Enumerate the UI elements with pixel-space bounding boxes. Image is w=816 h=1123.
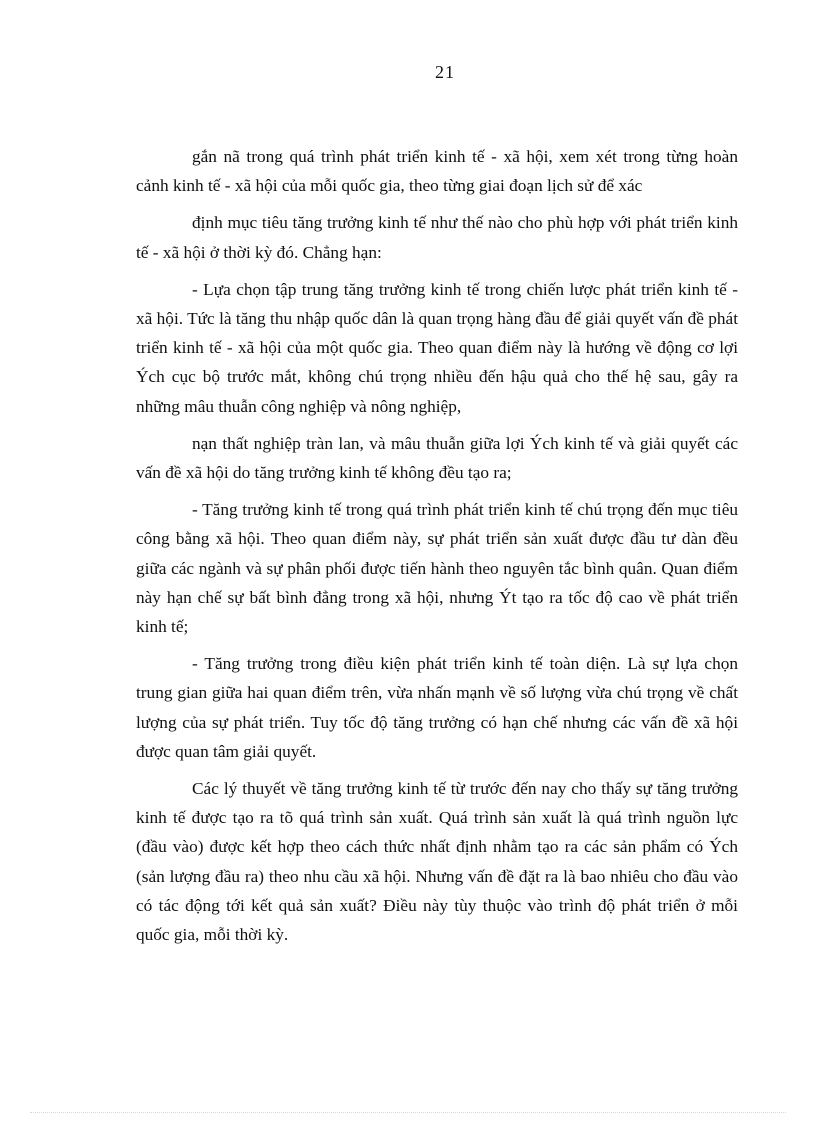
paragraph [136,275,738,421]
paragraph [136,208,738,266]
paragraph-text: gắn nã trong quá trình phát triển kinh tế - xã hội, xem xét trong từng hoàn cảnh kinh tế - xã hội của mỗi quốc gia, theo từng giai đoạn lịch sử để xác [136,147,738,196]
paragraph [136,142,738,200]
document-body [136,142,738,957]
paragraph-text: - Tăng trưởng trong điều kiện phát triển kinh tế toàn diện. Là sự lựa chọn trung gian giữa hai quan điểm trên, vừa nhấn mạnh về số lượng vừa chú trọng về chất lượng của sự phát triển. Tuy tốc độ tăng trưởng có hạn chế nhưng các vấn đề xã hội được quan tâm giải quyết. [136,654,738,761]
paragraph [136,774,738,949]
paragraph-text: - Tăng trưởng kinh tế trong quá trình phát triển kinh tế chú trọng đến mục tiêu công bằng xã hội. Theo quan điểm này, sự phát triển sản xuất được đầu tư dàn đều giữa các ngành và sự phân phối được tiến hành theo nguyên tắc bình quân. Quan điểm này hạn chế sự bất bình đẳng trong xã hội, nhưng Ýt tạo ra tốc độ cao về phát triển kinh tế; [136,500,738,637]
paragraph-text: Các lý thuyết về tăng trưởng kinh tế từ trước đến nay cho thấy sự tăng trưởng kinh tế được tạo ra tõ quá trình sản xuất. Quá trình sản xuất là quá trình nguồn lực (đầu vào) được kết hợp theo cách thức nhất định nhằm tạo ra các sản phẩm có Ých (sản lượng đầu ra) theo nhu cầu xã hội. Nhưng vấn đề đặt ra là bao nhiêu cho đầu vào có tác động tới kết quả sản xuất? Điều này tùy thuộc vào trình độ phát triển ở mỗi quốc gia, mỗi thời kỳ. [136,779,738,945]
paragraph-text: định mục tiêu tăng trưởng kinh tế như thế nào cho phù hợp với phát triển kinh tế - xã hội ở thời kỳ đó. Chẳng hạn: [136,213,738,262]
paragraph-text: nạn thất nghiệp tràn lan, và mâu thuẫn giữa lợi Ých kinh tế và giải quyết các vấn đề xã hội do tăng trưởng kinh tế không đều tạo ra; [136,433,738,483]
paragraph [136,649,738,766]
paragraph [136,429,738,487]
paragraph [136,495,738,641]
footer-divider [30,1112,786,1113]
page-number: 21 [435,62,455,82]
paragraph-text: - Lựa chọn tập trung tăng trưởng kinh tế trong chiến lược phát triển kinh tế - xã hội. Tức là tăng thu nhập quốc dân là quan trọng hàng đầu để giải quyết vấn đề phát triển kinh tế - xã hội của một quốc gia. Theo quan điểm này là hướng về động cơ lợi Ých cục bộ trước mắt, không chú trọng nhiều đến hậu quả cho thế hệ sau, gây ra những mâu thuẫn công nghiệp và nông nghiệp, [136,279,738,416]
